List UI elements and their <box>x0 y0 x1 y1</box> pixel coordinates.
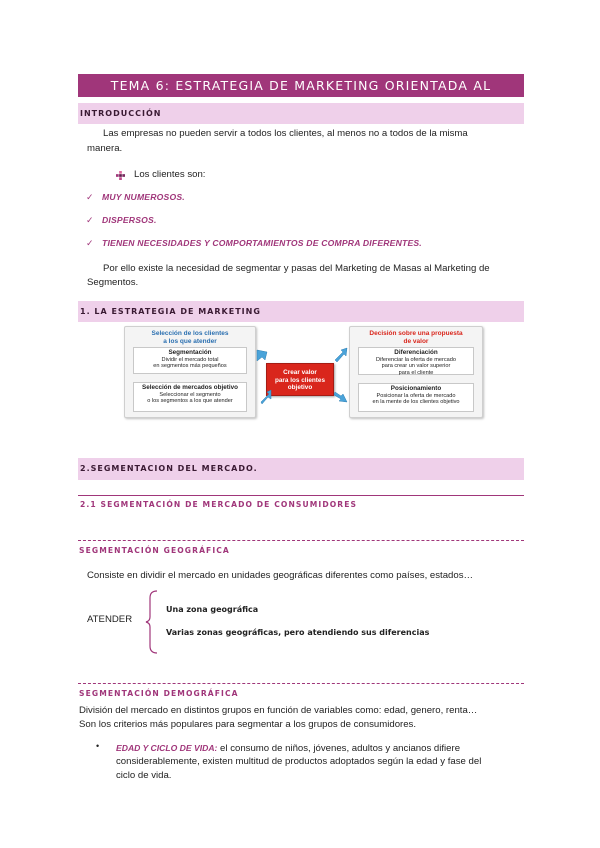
segment-paragraph-line-1: Por ello existe la necesidad de segmentar y pasas del Marketing de Masas al Marketing de <box>103 263 490 274</box>
demo-line-2: Son los criterios más populares para segmentar a los grupos de consumidores. <box>79 719 417 730</box>
age-line-1: EDAD Y CICLO DE VIDA: el consumo de niños, jóvenes, adultos y ancianos difiere <box>116 743 461 754</box>
marketing-strategy-diagram <box>121 326 485 418</box>
document-title: TEMA 6: ESTRATEGIA DE MARKETING ORIENTADA AL <box>78 74 524 97</box>
clients-label: Los clientes son: <box>134 169 206 180</box>
right-panel-title: Decisión sobre una propuesta de valor <box>369 330 463 345</box>
diferenciacion-box: Diferenciación Diferenciar la oferta de mercado para crear un valor superior para el cliente <box>358 347 474 375</box>
list-item: ✓ TIENEN NECESIDADES Y COMPORTAMIENTOS DE COMPRA DIFERENTES. <box>86 238 422 248</box>
divider <box>78 495 524 496</box>
atender-option-2: Varias zonas geográficas, pero atendiendo sus diferencias <box>166 628 430 637</box>
arrow-icon <box>257 350 267 361</box>
check-icon: ✓ <box>86 192 94 202</box>
list-item: ✓ MUY NUMEROSOS. <box>86 192 185 202</box>
segmentacion-box: Segmentación Dividir el mercado total en segmentos más pequeños <box>133 347 247 374</box>
demo-line-1: División del mercado en distintos grupos en función de variables como: edad, genero, renta… <box>79 705 478 716</box>
intro-paragraph-line-2: manera. <box>87 143 123 154</box>
crear-valor-box: Crear valor para los clientes objetivo <box>266 363 334 396</box>
section-heading-segmentacion: 2.SEGMENTACION DEL MERCADO. <box>78 458 524 480</box>
geo-text: Consiste en dividir el mercado en unidades geográficas diferentes como países, estados… <box>87 570 474 581</box>
bullet-icon: • <box>96 741 100 751</box>
subsection-heading-consumidores: 2.1 SEGMENTACIÓN DE MERCADO DE CONSUMIDORES <box>80 500 358 509</box>
list-item: ✓ DISPERSOS. <box>86 215 157 225</box>
left-panel-title: Selección de los clientes a los que atender <box>151 330 229 345</box>
divider <box>78 540 524 541</box>
age-label: EDAD Y CICLO DE VIDA: <box>116 743 218 753</box>
demo-heading: SEGMENTACIÓN DEMOGRÁFICA <box>79 689 239 698</box>
atender-option-1: Una zona geográfica <box>166 605 259 614</box>
posicionamiento-box: Posicionamiento Posicionar la oferta de mercado en la mente de los clientes objetivo <box>358 383 474 412</box>
diamond-bullet-icon <box>116 171 125 180</box>
segment-paragraph-line-2: Segmentos. <box>87 277 139 288</box>
atender-label: ATENDER <box>87 614 133 625</box>
divider <box>78 683 524 684</box>
arrow-icon <box>261 390 271 404</box>
arrow-icon <box>335 348 347 362</box>
check-icon: ✓ <box>86 238 94 248</box>
age-line-3: ciclo de vida. <box>116 770 172 781</box>
section-heading-estrategia: 1. LA ESTRATEGIA DE MARKETING <box>78 301 524 322</box>
intro-paragraph-line-1: Las empresas no pueden servir a todos los clientes, al menos no a todos de la misma <box>103 128 468 139</box>
check-icon: ✓ <box>86 215 94 225</box>
geo-heading: SEGMENTACIÓN GEOGRÁFICA <box>79 546 230 555</box>
age-line-2: considerablemente, existen multitud de productos adoptados según la edad y fase del <box>116 756 482 767</box>
right-panel <box>349 326 483 418</box>
arrow-icon <box>334 392 347 402</box>
brace-icon <box>145 590 159 654</box>
section-heading-introduccion: INTRODUCCIÓN <box>78 103 524 124</box>
mercados-objetivo-box: Selección de mercados objetivo Seleccionar el segmento o los segmentos a los que atender <box>133 382 247 412</box>
